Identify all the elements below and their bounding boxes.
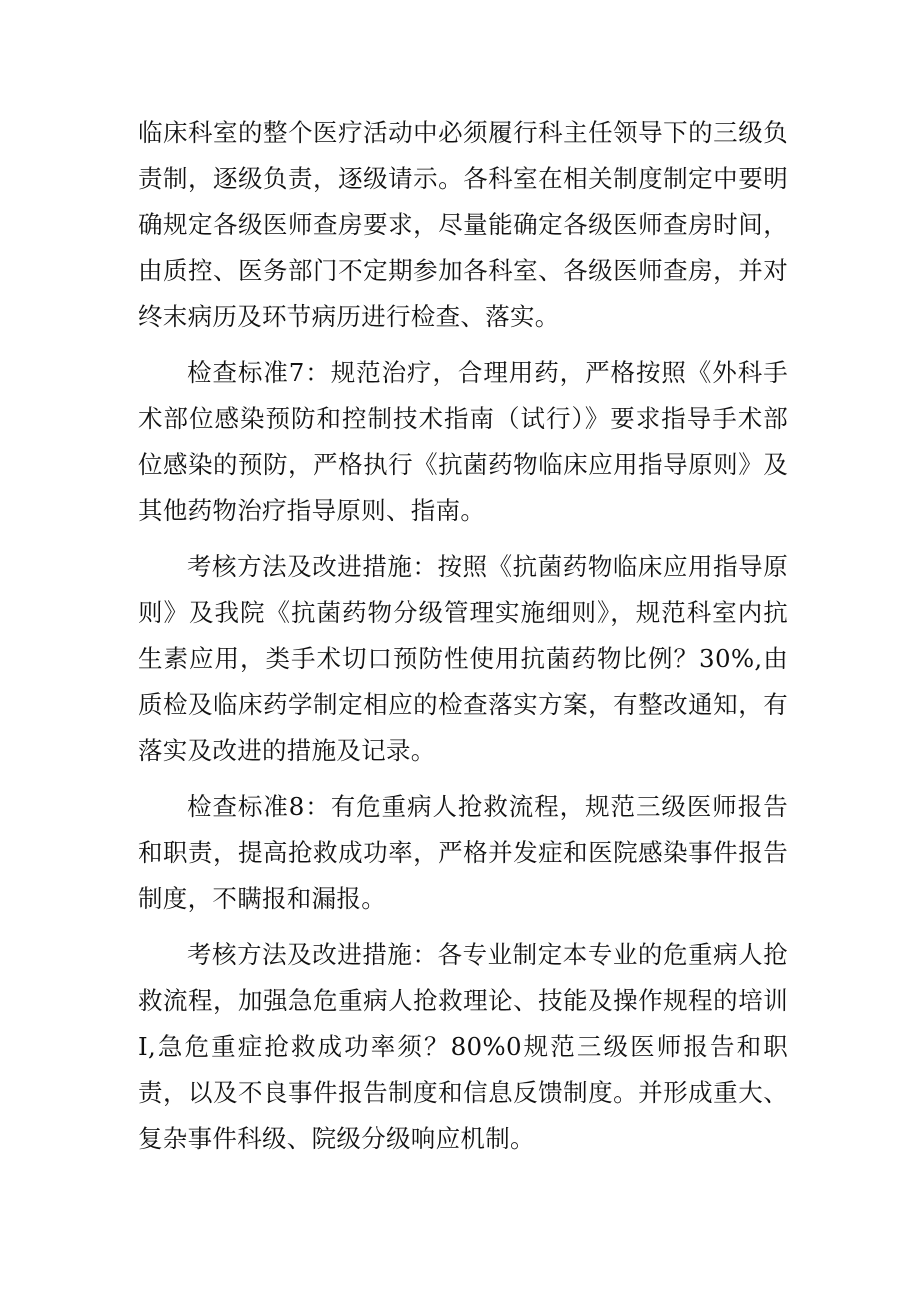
paragraph-standard-8: 检查标准8：有危重病人抢救流程，规范三级医师报告和职责，提高抢救成功率，严格并发症和医院感染事件报告制度，不瞒报和漏报。	[138, 792, 788, 913]
paragraph-method-7: 考核方法及改进措施：按照《抗菌药物临床应用指导原则》及我院《抗菌药物分级管理实施细则》，规范科室内抗生素应用，类手术切口预防性使用抗菌药物比例？30%,由质检及临床药学制定相应的检查落实方案，有整改通知，有落实及改进的措施及记录。	[138, 552, 788, 765]
document-body	[138, 110, 788, 1172]
paragraph-method-8: 考核方法及改进措施：各专业制定本专业的危重病人抢救流程，加强急危重病人抢救理论、技能及操作规程的培训I,急危重症抢救成功率须？80%0规范三级医师报告和职责，以及不良事件报告制度和信息反馈制度。并形成重大、复杂事件科级、院级分级响应机制。	[138, 940, 788, 1153]
paragraph-standard-7: 检查标准7：规范治疗，合理用药，严格按照《外科手术部位感染预防和控制技术指南（试行）》要求指导手术部位感染的预防，严格执行《抗菌药物临床应用指导原则》及其他药物治疗指导原则、指南。	[138, 358, 788, 525]
paragraph-continuation: 临床科室的整个医疗活动中必须履行科主任领导下的三级负责制，逐级负责，逐级请示。各科室在相关制度制定中要明确规定各级医师查房要求，尽量能确定各级医师查房时间，由质控、医务部门不定期参加各科室、各级医师查房，并对终末病历及环节病历进行检查、落实。	[138, 118, 788, 331]
